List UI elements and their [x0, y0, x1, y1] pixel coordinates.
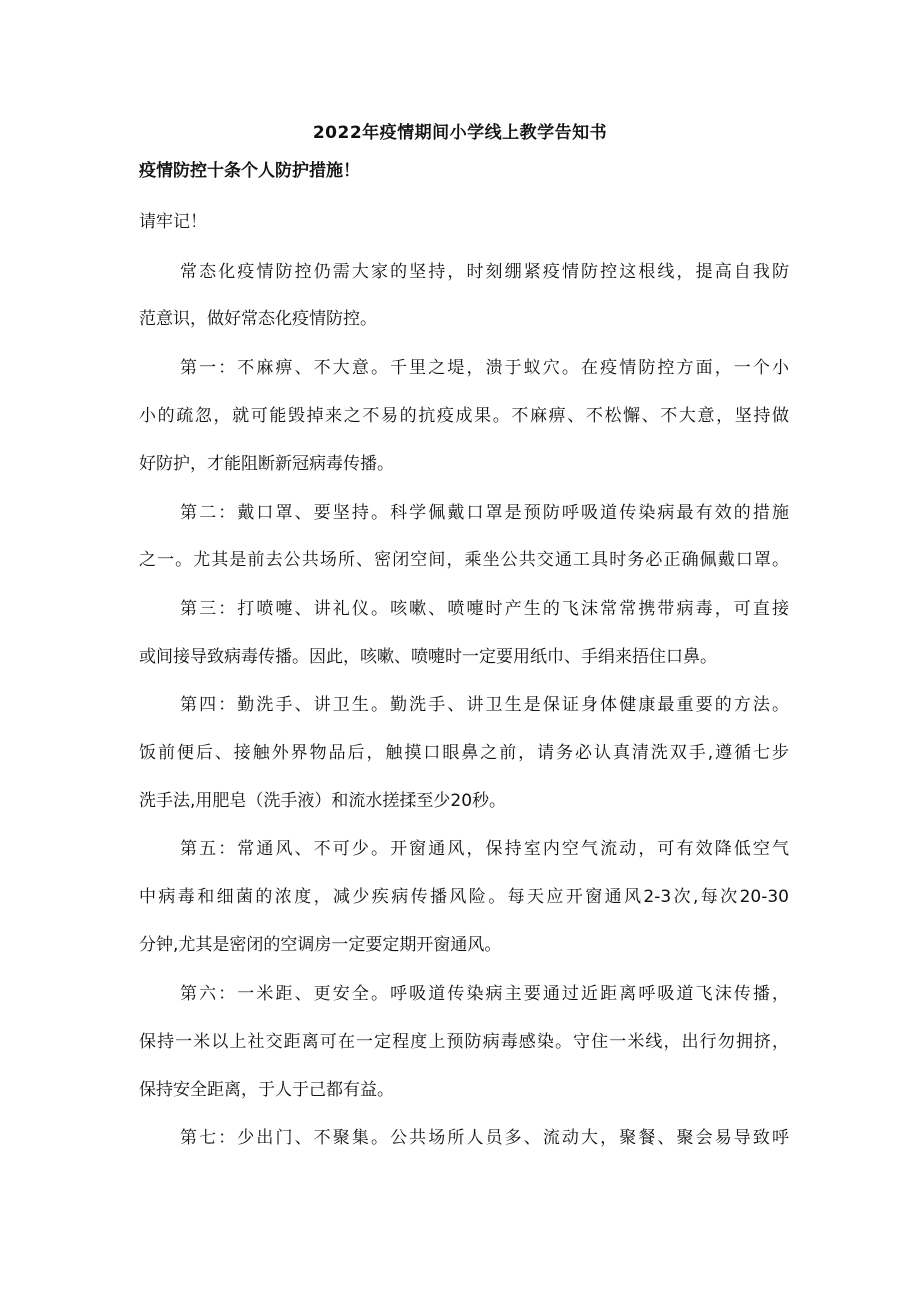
paragraph-line: 第一：不麻痹、不大意。千里之堤，溃于蚁穴。在疫情防控方面，一个小 [180, 358, 789, 378]
paragraph-line: 中病毒和细菌的浓度，减少疾病传播风险。每天应开窗通风2-3次,每次20-30 [139, 887, 789, 907]
paragraph-line: 分钟,尤其是密闭的空调房一定要定期开窗通风。 [139, 935, 502, 955]
paragraph-line: 保持安全距离，于人于己都有益。 [139, 1080, 394, 1100]
paragraph-line: 第六：一米距、更安全。呼吸道传染病主要通过近距离呼吸道飞沫传播， [180, 984, 789, 1004]
paragraph-line: 保持一米以上社交距离可在一定程度上预防病毒感染。守住一米线，出行勿拥挤， [139, 1032, 789, 1052]
paragraph-line: 之一。尤其是前去公共场所、密闭空间，乘坐公共交通工具时务必正确佩戴口罩。 [139, 550, 789, 570]
paragraph-line: 第四：勤洗手、讲卫生。勤洗手、讲卫生是保证身体健康最重要的方法。 [180, 695, 789, 715]
document-title: 2022年疫情期间小学线上教学告知书 [312, 123, 608, 143]
paragraph-line: 或间接导致病毒传播。因此，咳嗽、喷嚏时一定要用纸巾、手绢来捂住口鼻。 [139, 647, 717, 667]
paragraph-line: 洗手法,用肥皂（洗手液）和流水搓揉至少20秒。 [139, 791, 507, 811]
paragraph-line: 饭前便后、接触外界物品后，触摸口眼鼻之前，请务必认真清洗双手,遵循七步 [139, 743, 789, 763]
paragraph-line: 第二：戴口罩、要坚持。科学佩戴口罩是预防呼吸道传染病最有效的措施 [180, 503, 789, 523]
paragraph-line: 第七：少出门、不聚集。公共场所人员多、流动大，聚餐、聚会易导致呼 [180, 1128, 789, 1148]
paragraph-line: 范意识，做好常态化疫情防控。 [139, 309, 377, 329]
paragraph-line: 第五：常通风、不可少。开窗通风，保持室内空气流动，可有效降低空气 [180, 839, 789, 859]
section-heading: 疫情防控十条个人防护措施！ [139, 161, 360, 181]
paragraph-line: 第三：打喷嚏、讲礼仪。咳嗽、喷嚏时产生的飞沫常常携带病毒，可直接 [180, 599, 789, 619]
paragraph-line: 好防护，才能阻断新冠病毒传播。 [139, 454, 394, 474]
paragraph-line: 小的疏忽，就可能毁掉来之不易的抗疫成果。不麻痹、不松懈、不大意，坚持做 [139, 406, 789, 426]
paragraph-line: 常态化疫情防控仍需大家的坚持，时刻绷紧疫情防控这根线，提高自我防 [180, 262, 789, 282]
paragraph-line: 请牢记！ [139, 212, 207, 232]
